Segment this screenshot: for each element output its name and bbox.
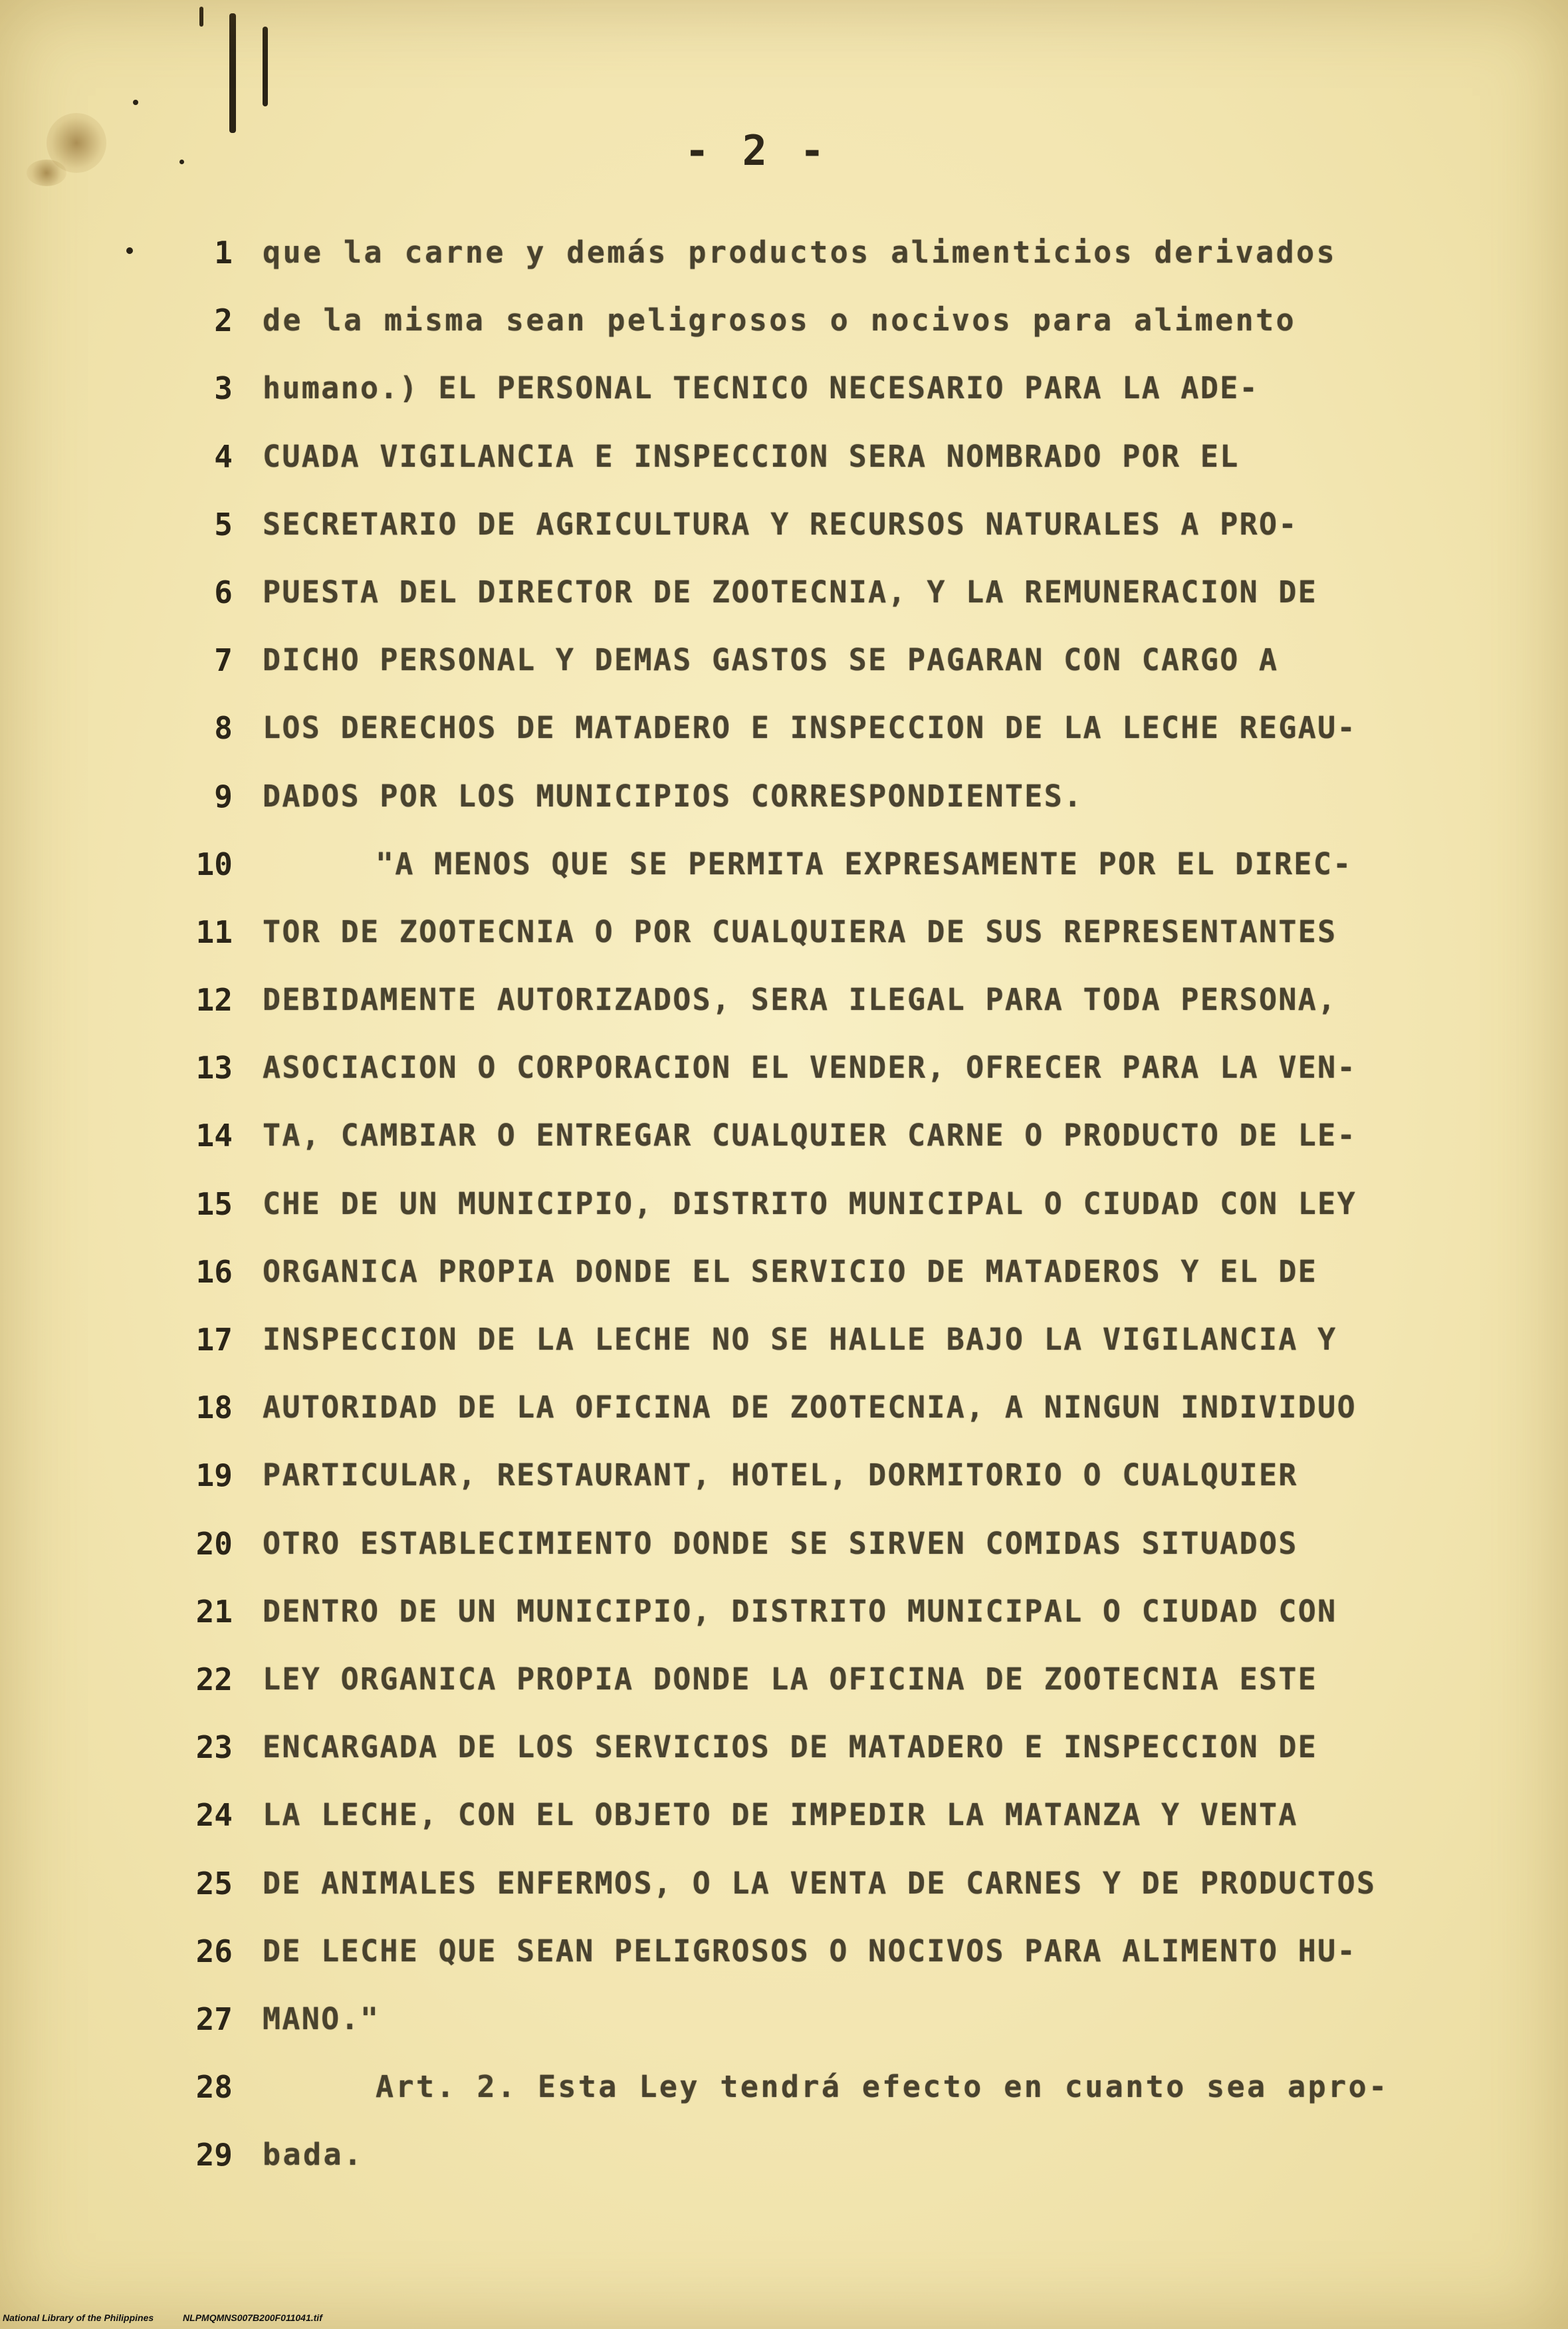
text-line <box>0 1388 1568 1455</box>
text-line <box>0 1999 1568 2067</box>
line-number: 27 <box>195 2001 233 2037</box>
line-number: 21 <box>195 1593 233 1630</box>
line-number: 1 <box>214 235 233 271</box>
line-text: de la misma sean peligrosos o nocivos para alimento <box>263 303 1297 338</box>
ink-stain <box>27 160 66 186</box>
line-text: TOR DE ZOOTECNIA O POR CUALQUIERA DE SUS REPRESENTANTES <box>263 914 1337 949</box>
text-line <box>0 505 1568 572</box>
line-text: DEBIDAMENTE AUTORIZADOS, SERA ILEGAL PARA TODA PERSONA, <box>263 982 1337 1018</box>
line-number: 14 <box>195 1118 233 1154</box>
line-text: LOS DERECHOS DE MATADERO E INSPECCION DE LA LECHE REGAU- <box>263 710 1357 746</box>
line-text: ASOCIACION O CORPORACION EL VENDER, OFRECER PARA LA VEN- <box>263 1050 1357 1086</box>
text-line <box>0 1184 1568 1252</box>
text-line <box>0 437 1568 505</box>
line-number: 2 <box>214 303 233 339</box>
line-text: MANO." <box>263 2001 380 2036</box>
line-number: 9 <box>214 778 233 814</box>
text-line <box>0 1795 1568 1863</box>
line-number: 23 <box>195 1729 233 1766</box>
line-number: 3 <box>214 370 233 407</box>
text-line <box>0 1048 1568 1116</box>
text-line <box>0 708 1568 776</box>
line-number: 12 <box>195 982 233 1019</box>
line-text: INSPECCION DE LA LECHE NO SE HALLE BAJO LA VIGILANCIA Y <box>263 1322 1337 1357</box>
page-number: - 2 - <box>685 126 829 175</box>
text-line <box>0 233 1568 301</box>
ink-mark <box>179 160 184 164</box>
library-credit: National Library of the Philippines <box>3 2312 154 2323</box>
text-line <box>0 640 1568 708</box>
line-number: 15 <box>195 1185 233 1222</box>
line-text: OTRO ESTABLECIMIENTO DONDE SE SIRVEN COMIDAS SITUADOS <box>263 1525 1298 1561</box>
line-number: 11 <box>195 914 233 950</box>
line-number: 20 <box>195 1525 233 1562</box>
text-line <box>0 1864 1568 1931</box>
ink-mark <box>263 27 268 106</box>
line-text: ORGANICA PROPIA DONDE EL SERVICIO DE MATADEROS Y EL DE <box>263 1253 1318 1289</box>
text-line <box>0 1931 1568 1999</box>
line-text: DENTRO DE UN MUNICIPIO, DISTRITO MUNICIPAL O CIUDAD CON <box>263 1593 1337 1629</box>
text-line <box>0 368 1568 436</box>
line-text: ENCARGADA DE LOS SERVICIOS DE MATADERO E INSPECCION DE <box>263 1729 1318 1765</box>
text-line <box>0 912 1568 980</box>
text-line <box>0 2135 1568 2203</box>
line-text: CUADA VIGILANCIA E INSPECCION SERA NOMBRADO POR EL <box>263 438 1240 474</box>
line-number: 28 <box>195 2069 233 2106</box>
ink-mark <box>229 13 236 133</box>
text-line <box>0 1727 1568 1795</box>
line-text: "A MENOS QUE SE PERMITA EXPRESAMENTE POR EL DIREC- <box>376 846 1353 882</box>
text-line <box>0 1320 1568 1388</box>
text-line <box>0 1252 1568 1320</box>
line-number: 6 <box>214 574 233 610</box>
line-text: CHE DE UN MUNICIPIO, DISTRITO MUNICIPAL O CIUDAD CON LEY <box>263 1185 1357 1221</box>
line-text: bada. <box>263 2137 364 2173</box>
text-line <box>0 1524 1568 1592</box>
text-line <box>0 572 1568 640</box>
line-text: LA LECHE, CON EL OBJETO DE IMPEDIR LA MATANZA Y VENTA <box>263 1797 1298 1833</box>
line-number: 5 <box>214 506 233 543</box>
line-text: PARTICULAR, RESTAURANT, HOTEL, DORMITORIO O CUALQUIER <box>263 1457 1298 1493</box>
line-number: 4 <box>214 438 233 475</box>
ink-mark <box>199 7 203 27</box>
line-text: DE LECHE QUE SEAN PELIGROSOS O NOCIVOS PARA ALIMENTO HU- <box>263 1933 1357 1969</box>
line-text: humano.) EL PERSONAL TECNICO NECESARIO PARA LA ADE- <box>263 370 1260 406</box>
line-number: 8 <box>214 710 233 747</box>
line-number: 29 <box>195 2137 233 2173</box>
line-number: 16 <box>195 1253 233 1290</box>
text-line <box>0 2067 1568 2135</box>
file-identifier: NLPMQMNS007B200F011041.tif <box>183 2312 322 2323</box>
line-text: que la carne y demás productos alimenticios derivados <box>263 235 1337 270</box>
line-text: DICHO PERSONAL Y DEMAS GASTOS SE PAGARAN CON CARGO A <box>263 642 1279 678</box>
line-number: 19 <box>195 1457 233 1494</box>
scan-footer <box>3 2312 349 2323</box>
line-number: 10 <box>195 846 233 882</box>
text-line <box>0 844 1568 912</box>
line-text: SECRETARIO DE AGRICULTURA Y RECURSOS NATURALES A PRO- <box>263 506 1298 542</box>
line-text: DE ANIMALES ENFERMOS, O LA VENTA DE CARNES Y DE PRODUCTOS <box>263 1865 1377 1901</box>
numbered-text-body <box>0 233 1568 2203</box>
text-line <box>0 1116 1568 1183</box>
line-number: 13 <box>195 1050 233 1086</box>
line-text: TA, CAMBIAR O ENTREGAR CUALQUIER CARNE O PRODUCTO DE LE- <box>263 1118 1357 1154</box>
line-number: 7 <box>214 642 233 679</box>
line-text: Art. 2. Esta Ley tendrá efecto en cuanto sea apro- <box>376 2069 1389 2105</box>
line-text: PUESTA DEL DIRECTOR DE ZOOTECNIA, Y LA REMUNERACION DE <box>263 574 1318 610</box>
text-line <box>0 980 1568 1048</box>
ink-mark <box>133 100 138 105</box>
line-text: AUTORIDAD DE LA OFICINA DE ZOOTECNIA, A NINGUN INDIVIDUO <box>263 1390 1357 1425</box>
text-line <box>0 301 1568 368</box>
line-number: 17 <box>195 1322 233 1358</box>
line-text: LEY ORGANICA PROPIA DONDE LA OFICINA DE ZOOTECNIA ESTE <box>263 1661 1318 1697</box>
text-line <box>0 1455 1568 1523</box>
line-text: DADOS POR LOS MUNICIPIOS CORRESPONDIENTES. <box>263 778 1083 814</box>
text-line <box>0 777 1568 844</box>
line-number: 24 <box>195 1797 233 1834</box>
line-number: 26 <box>195 1933 233 1969</box>
line-number: 25 <box>195 1865 233 1901</box>
text-line <box>0 1659 1568 1727</box>
line-number: 18 <box>195 1390 233 1426</box>
text-line <box>0 1592 1568 1659</box>
line-number: 22 <box>195 1661 233 1697</box>
